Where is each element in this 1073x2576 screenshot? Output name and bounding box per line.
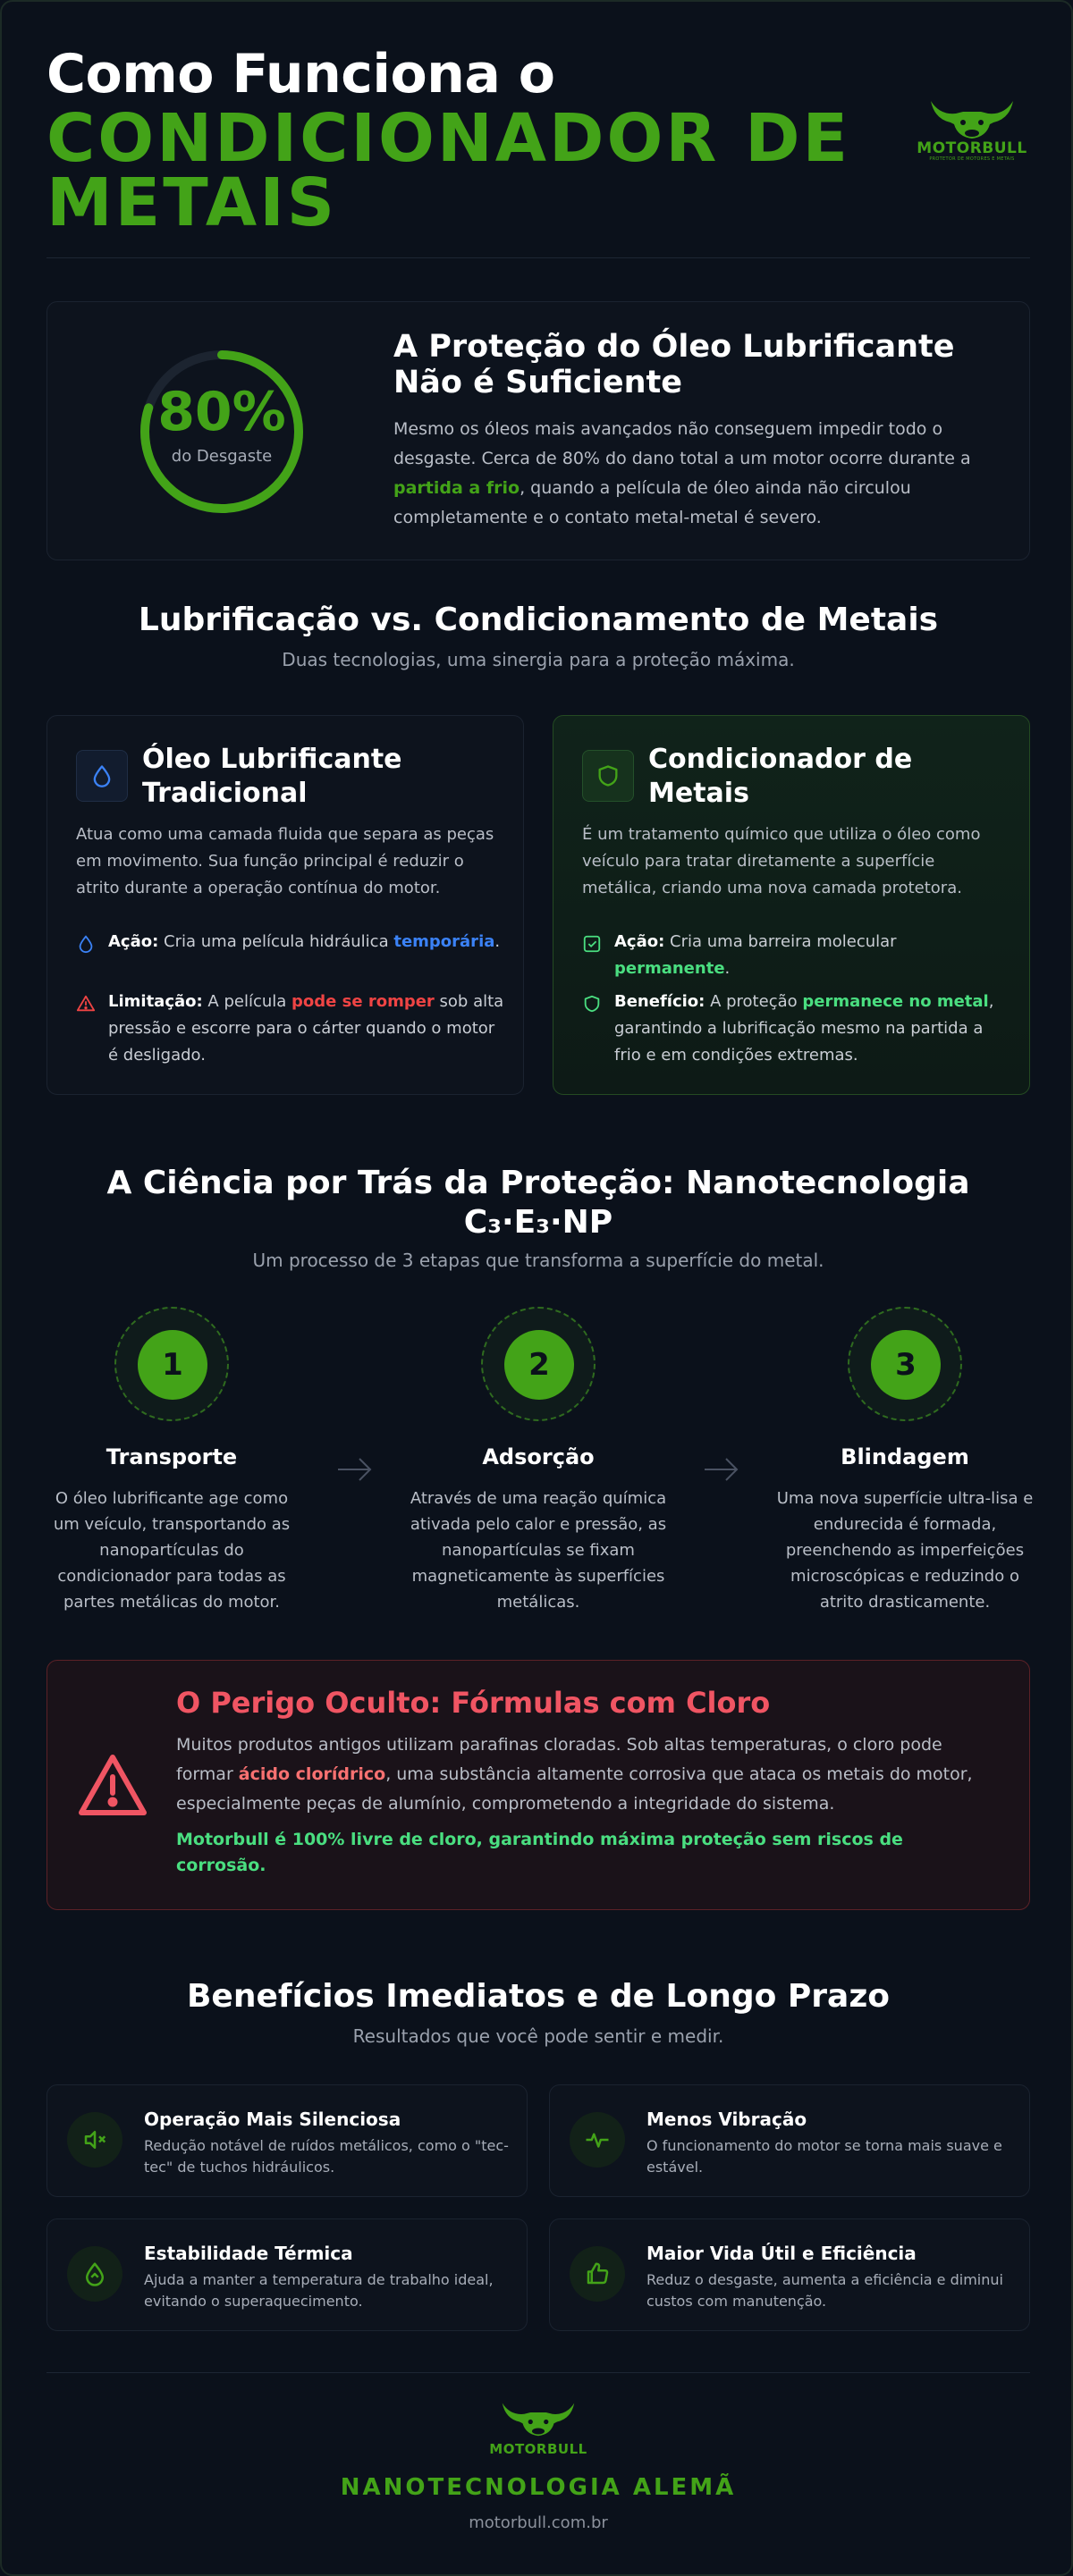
- protection-card: [46, 301, 1030, 560]
- acid-highlight: ácido clorídrico: [238, 1764, 386, 1784]
- comparison-title: Lubrificação vs. Condicionamento de Metais: [138, 602, 939, 638]
- conditioner-title: Condicionador de Metais: [648, 744, 913, 809]
- science-title: A Ciência por Trás da Proteção: Nanotecnologia C₃·E₃·NP: [106, 1165, 970, 1241]
- step-ring: [481, 1307, 596, 1421]
- header-divider: [46, 257, 1030, 258]
- logo-wordmark: MOTORBULL: [917, 139, 1027, 157]
- danger-text: Muitos produtos antigos utilizam parafinas cloradas. Sob altas temperaturas, o cloro pode formar ácido clorídrico, uma substância altamente corrosiva que ataca os metais do motor, especialmente peças de alumínio, comprometendo a integridade do sistema.: [176, 1735, 973, 1814]
- step-text: Uma nova superfície ultra-lisa e endurecida é formada, preenchendo as imperfeições microscópicas e reduzindo o atrito drasticamente.: [776, 1489, 1034, 1612]
- chlorine-warning-card: [46, 1660, 1030, 1910]
- step-ring: [114, 1307, 229, 1421]
- benefit-title: Maior Vida Útil e Eficiência: [646, 2243, 917, 2264]
- science-subtitle: Um processo de 3 etapas que transforma a superfície do metal.: [252, 1250, 824, 1271]
- benefit-text: O funcionamento do motor se torna mais suave e estável.: [646, 2137, 1002, 2176]
- step-text: Através de uma reação química ativada pelo calor e pressão, as nanopartículas se fixam magneticamente às superfícies metálicas.: [410, 1489, 667, 1612]
- gauge-value: 80%: [157, 381, 286, 443]
- cold-start-highlight: partida a frio: [393, 478, 520, 498]
- footer-logo: [489, 2400, 587, 2462]
- step-title: Blindagem: [841, 1444, 969, 1469]
- footer-logo-wordmark: MOTORBULL: [489, 2441, 587, 2457]
- droplet-small-icon: [76, 934, 96, 954]
- warning-triangle-icon: [76, 1750, 149, 1823]
- step-title: Adsorção: [482, 1444, 595, 1469]
- benefits-subtitle: Resultados que você pode sentir e medir.: [352, 2025, 724, 2047]
- conditioner-text: É um tratamento químico que utiliza o óleo como veículo para tratar diretamente a superfície metálica, criando uma nova camada protetora.: [582, 825, 981, 897]
- chlorine-free-claim: Motorbull é 100% livre de cloro, garantindo máxima proteção sem riscos de corrosão.: [176, 1830, 903, 1875]
- step-title: Transporte: [106, 1444, 238, 1469]
- alert-triangle-small-icon: [76, 994, 96, 1014]
- bull-head-icon: [927, 97, 1017, 140]
- shield-icon: [596, 763, 621, 788]
- protection-text: Mesmo os óleos mais avançados não conseguem impedir todo o desgaste. Cerca de 80% do dano total a um motor ocorre durante a partida a frio, quando a película de óleo ainda não circulou completamente e o contato metal-metal é severo.: [393, 419, 971, 527]
- arrow-right-icon: [701, 1450, 740, 1489]
- stays-on-metal-highlight: permanece no metal: [802, 992, 989, 1011]
- comparison-subtitle: Duas tecnologias, uma sinergia para a proteção máxima.: [282, 649, 795, 670]
- volume-mute-icon: [81, 2126, 108, 2153]
- conditioner-icon-box: [582, 750, 634, 802]
- thermal-drop-icon: [81, 2260, 108, 2287]
- step-ring: [848, 1307, 962, 1421]
- arrow-right-icon: [334, 1450, 374, 1489]
- benefit-icon-box: [570, 2246, 625, 2302]
- footer-title: NANOTECNOLOGIA ALEMÃ: [340, 2474, 737, 2501]
- step-text: O óleo lubrificante age como um veículo, transportando as nanopartículas do condicionador para todas as partes metálicas do motor.: [53, 1489, 291, 1612]
- benefit-text: Redução notável de ruídos metálicos, como o "tec-tec" de tuchos hidráulicos.: [144, 2137, 509, 2176]
- benefit-icon-box: [570, 2112, 625, 2168]
- oil-icon-box: [76, 750, 128, 802]
- protection-title: A Proteção do Óleo Lubrificante Não é Suficiente: [393, 329, 955, 400]
- pulse-icon: [584, 2126, 611, 2153]
- benefit-card-vibration: [549, 2084, 1030, 2197]
- benefit-card-thermal: [46, 2218, 528, 2331]
- benefit-card-lifespan: [549, 2218, 1030, 2331]
- droplet-icon: [89, 763, 114, 788]
- benefit-icon-box: [67, 2112, 123, 2168]
- footer-divider: [46, 2372, 1030, 2373]
- shield-small-icon: [582, 994, 602, 1014]
- page-title-line2: CONDICIONADOR DE METAIS: [46, 100, 851, 241]
- can-break-highlight: pode se romper: [291, 992, 435, 1011]
- temporary-highlight: temporária: [393, 932, 495, 951]
- oil-title: Óleo Lubrificante Tradicional: [142, 744, 402, 809]
- oil-text: Atua como uma camada fluida que separa as peças em movimento. Sua função principal é reduzir o atrito durante a operação contínua do motor.: [76, 825, 494, 897]
- benefit-icon-box: [67, 2246, 123, 2302]
- danger-title: O Perigo Oculto: Fórmulas com Cloro: [176, 1686, 771, 1720]
- check-square-icon: [582, 934, 602, 954]
- header: [46, 42, 1030, 248]
- step-number: 1: [138, 1330, 207, 1400]
- wear-gauge: [137, 347, 307, 517]
- logo-tagline: PROTETOR DE MOTORES E METAIS: [929, 156, 1015, 162]
- benefit-title: Estabilidade Térmica: [144, 2243, 353, 2264]
- page-title-line1: Como Funciona o: [46, 43, 555, 105]
- benefits-title: Benefícios Imediatos e de Longo Prazo: [186, 1978, 891, 2015]
- oil-card: Óleo Lubrificante Tradicional Atua como uma camada fluida que separa as peças em movimento. Sua função principal é reduzir o atrito durante a operação contínua do motor. Ação: Cria uma película hidráulica temporária. Limitação: A película pode se romper sob alta pressão e escorre para o cárter quando o motor é desligado.: [46, 715, 524, 1095]
- permanent-highlight: permanente: [614, 959, 725, 978]
- brand-logo: [914, 97, 1030, 178]
- step-number: 3: [871, 1330, 941, 1400]
- benefit-title: Menos Vibração: [646, 2109, 807, 2130]
- footer-url[interactable]: motorbull.com.br: [469, 2513, 608, 2532]
- benefit-text: Reduz o desgaste, aumenta a eficiência e diminui custos com manutenção.: [646, 2271, 1003, 2310]
- step-number: 2: [504, 1330, 574, 1400]
- conditioner-card: Condicionador de Metais É um tratamento químico que utiliza o óleo como veículo para tratar diretamente a superfície metálica, criando uma nova camada protetora. Ação: Cria uma barreira molecular permanente. Benefício: A proteção permanece no metal, garantindo a lubrificação mesmo na partida a frio e em condições extremas.: [553, 715, 1030, 1095]
- benefit-card-silent: [46, 2084, 528, 2197]
- bull-head-icon: [498, 2400, 579, 2437]
- thumbs-up-icon: [584, 2260, 611, 2287]
- benefit-title: Operação Mais Silenciosa: [144, 2109, 401, 2130]
- gauge-label: do Desgaste: [171, 447, 273, 466]
- benefit-text: Ajuda a manter a temperatura de trabalho ideal, evitando o superaquecimento.: [144, 2271, 494, 2310]
